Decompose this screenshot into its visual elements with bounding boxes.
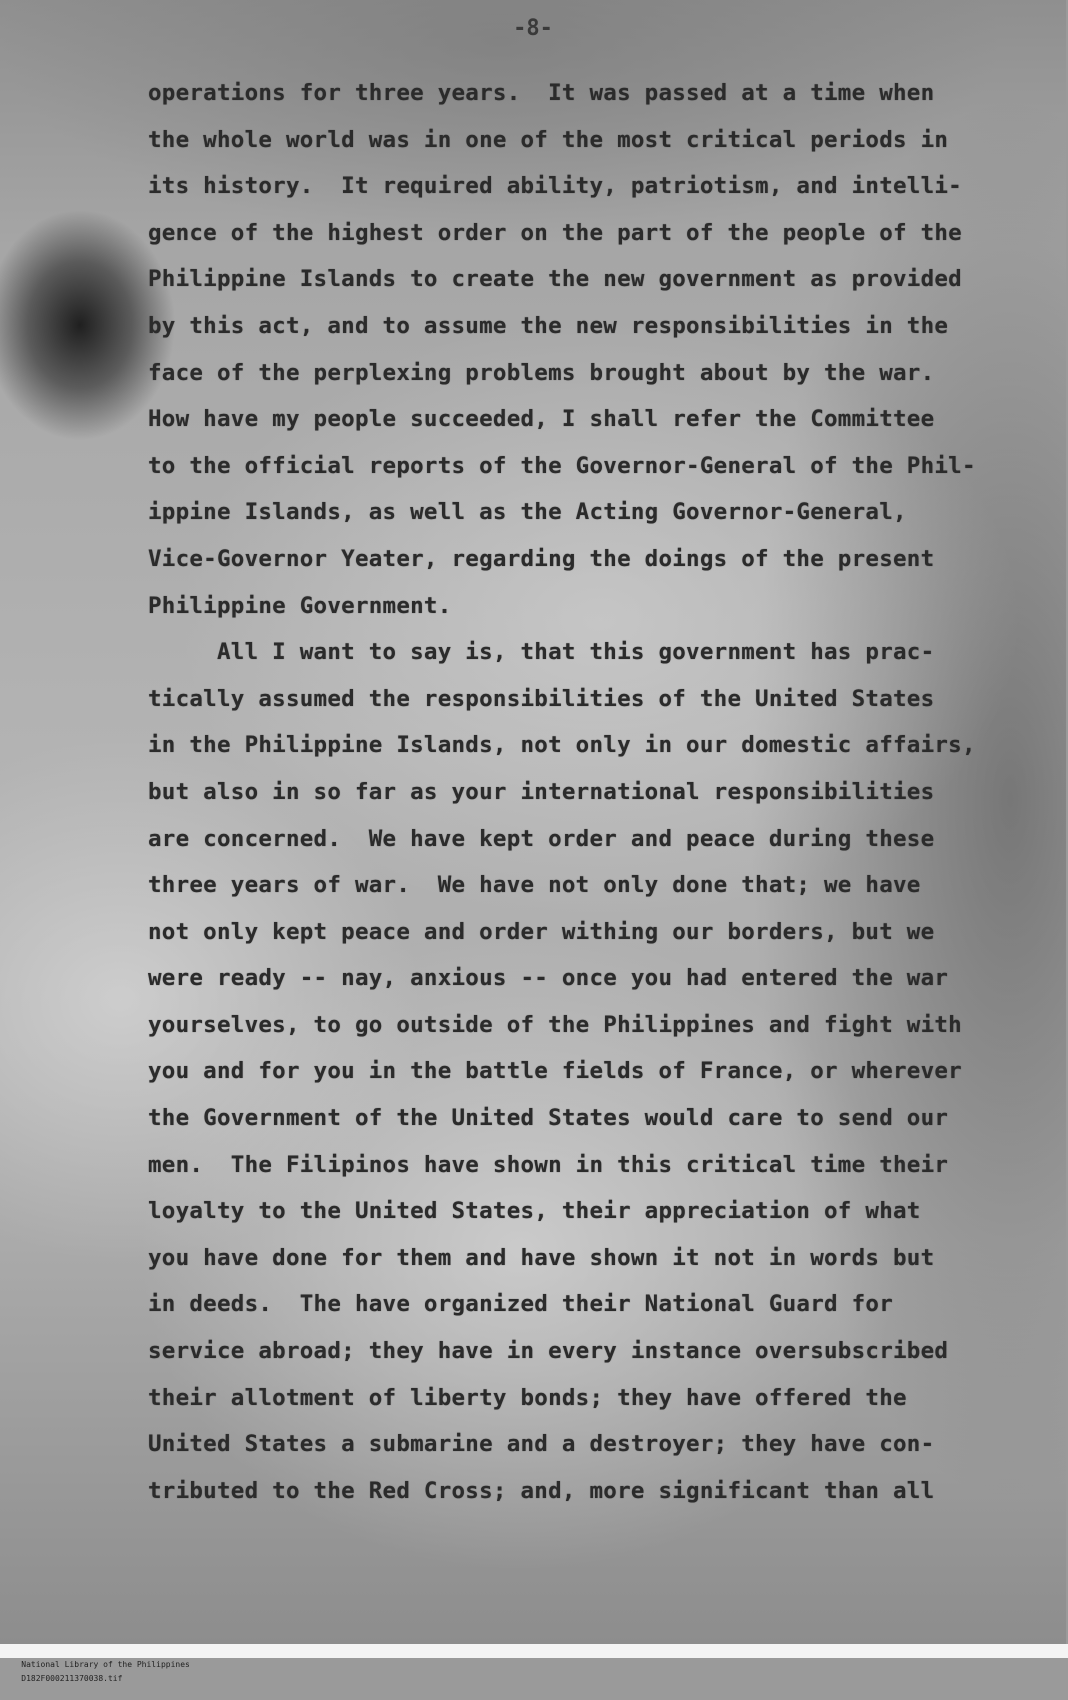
text-line: its history. It required ability, patriotism, and intelli- xyxy=(148,173,962,200)
text-line: loyalty to the United States, their appreciation of what xyxy=(148,1198,921,1225)
text-line: United States a submarine and a destroyer; they have con- xyxy=(148,1431,935,1458)
text-line: are concerned. We have kept order and peace during these xyxy=(148,825,935,852)
text-line: All I want to say is, that this government has prac- xyxy=(148,639,935,666)
text-line: were ready -- nay, anxious -- once you had entered the war xyxy=(148,965,949,992)
text-line: tributed to the Red Cross; and, more significant than all xyxy=(148,1477,935,1504)
text-line: you have done for them and have shown it not in words but xyxy=(148,1244,935,1271)
text-line: you and for you in the battle fields of France, or wherever xyxy=(148,1058,962,1085)
text-line: their allotment of liberty bonds; they have offered the xyxy=(148,1384,907,1411)
text-line: men. The Filipinos have shown in this critical time their xyxy=(148,1151,949,1178)
page-number: -8- xyxy=(513,16,553,41)
text-line: to the official reports of the Governor-General of the Phil- xyxy=(148,452,976,479)
text-line: the whole world was in one of the most critical periods in xyxy=(148,126,949,153)
text-line: by this act, and to assume the new responsibilities in the xyxy=(148,312,949,339)
text-line: tically assumed the responsibilities of the United States xyxy=(148,685,935,712)
text-line: Vice-Governor Yeater, regarding the doings of the present xyxy=(148,545,935,572)
text-line: face of the perplexing problems brought about by the war. xyxy=(148,359,935,386)
text-line: in the Philippine Islands, not only in our domestic affairs, xyxy=(148,732,976,759)
text-line: operations for three years. It was passed at a time when xyxy=(148,80,935,106)
text-line: in deeds. The have organized their National Guard for xyxy=(148,1291,893,1318)
text-line: ippine Islands, as well as the Acting Governor-General, xyxy=(148,499,907,526)
text-line: Philippine Islands to create the new government as provided xyxy=(148,266,962,293)
text-line: yourselves, to go outside of the Philippines and fight with xyxy=(148,1011,962,1038)
text-line: gence of the highest order on the part of the people of the xyxy=(148,219,962,246)
text-line: not only kept peace and order withing our borders, but we xyxy=(148,918,935,945)
text-line: the Government of the United States would care to send our xyxy=(148,1105,949,1132)
text-line: three years of war. We have not only done that; we have xyxy=(148,872,921,899)
text-line: but also in so far as your international responsibilities xyxy=(148,778,935,805)
text-line: Philippine Government. xyxy=(148,592,452,619)
text-line: service abroad; they have in every instance oversubscribed xyxy=(148,1338,949,1365)
text-line: How have my people succeeded, I shall refer the Committee xyxy=(148,406,935,433)
library-credit: National Library of the Philippines xyxy=(21,1660,190,1669)
file-id: D182F000211370038.tif xyxy=(21,1674,123,1683)
typewritten-text xyxy=(148,70,1028,1514)
archive-footer xyxy=(0,1644,1068,1683)
